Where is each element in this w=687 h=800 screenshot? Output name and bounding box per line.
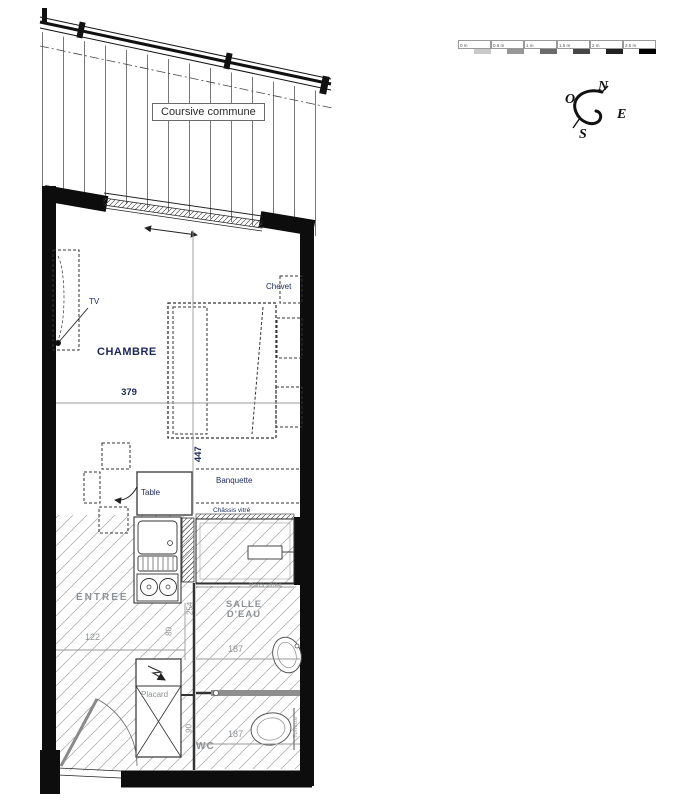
dimension-122: 122 <box>85 632 101 642</box>
scale-bar <box>458 40 656 54</box>
kitchenette <box>134 517 181 603</box>
scale-label: 2 m <box>590 40 623 49</box>
chair <box>102 443 130 469</box>
scale-segment <box>573 49 590 54</box>
dimension-187-upper: 187 <box>228 644 244 654</box>
chair <box>84 472 100 503</box>
scale-segment <box>474 49 491 54</box>
walkway-label: Coursive commune <box>152 103 265 121</box>
bed <box>168 303 276 438</box>
glazed-frame-label: Châssis vitré <box>213 507 251 514</box>
scale-segment <box>639 49 656 54</box>
dimension-447: 447 <box>192 446 204 463</box>
scale-label: 0.5 m <box>491 40 524 49</box>
compass-east: E <box>617 107 627 122</box>
table-label: Table <box>141 488 161 497</box>
scale-label: 1.5 m <box>557 40 590 49</box>
closet <box>136 659 181 757</box>
compass-south: S <box>579 127 587 142</box>
room-label-entree: ENTREE <box>76 592 129 603</box>
compass-west: O <box>565 92 576 107</box>
scale-label: 0 m <box>458 40 491 49</box>
dimension-80: 80 <box>164 626 174 636</box>
table-and-leaders <box>55 308 192 515</box>
room-label-wc: WC <box>196 741 215 752</box>
nightstand-label: Chevet <box>266 282 292 291</box>
compass-north: N <box>598 79 609 94</box>
tv-cabinet <box>53 250 79 350</box>
tv-label: TV <box>89 297 100 306</box>
room-label-salle-eau: SALLE D'EAU <box>225 599 263 621</box>
dimension-254: 254 <box>185 601 195 616</box>
scale-label: 1 m <box>524 40 557 49</box>
bench-label: Banquette <box>216 476 253 485</box>
closet-label: Placard <box>141 690 169 699</box>
glass-wall-label: Paroi vitrée <box>249 582 282 589</box>
room-label-chambre: CHAMBRE <box>97 346 157 358</box>
scale-segment <box>606 49 623 54</box>
scale-label: 2.5 m <box>623 40 656 49</box>
toilet-label: Toilette <box>292 716 299 738</box>
dimension-379: 379 <box>121 387 137 398</box>
scale-segment <box>507 49 524 54</box>
scale-segment <box>540 49 557 54</box>
dimension-90: 90 <box>184 723 194 733</box>
dimension-187-lower: 187 <box>228 729 244 739</box>
